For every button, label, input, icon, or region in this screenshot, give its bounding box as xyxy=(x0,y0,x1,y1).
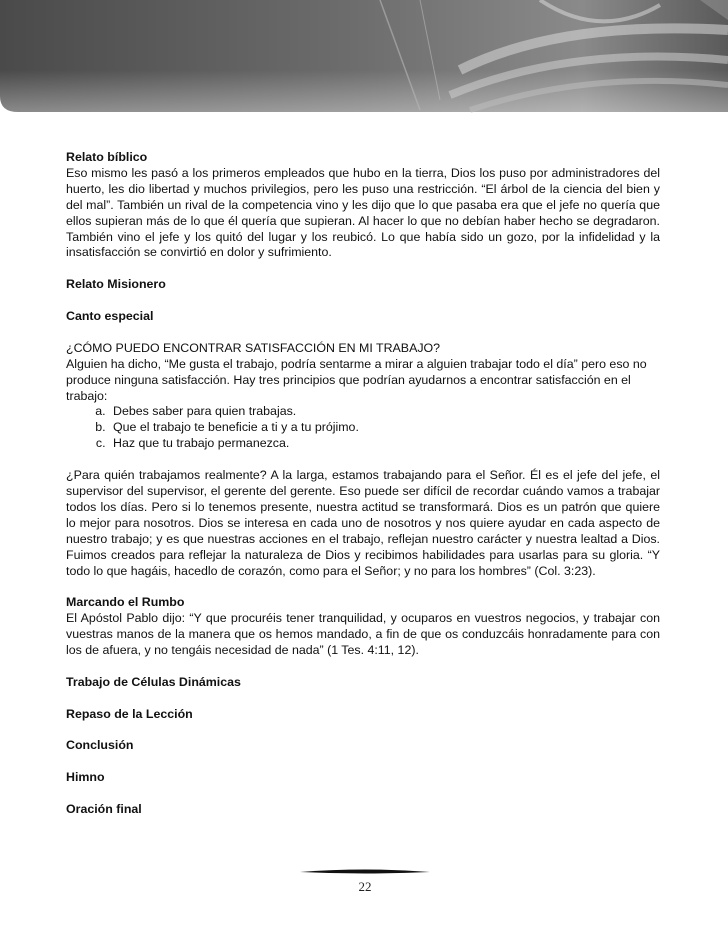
list-item: c. Haz que tu trabajo permanezca. xyxy=(109,436,660,452)
page-footer xyxy=(0,866,728,906)
heading-satisfaccion: ¿CÓMO PUEDO ENCONTRAR SATISFACCIÓN EN MI TRABAJO? xyxy=(66,340,441,355)
list-item: b. Que el trabajo te beneficie a ti y a tu prójimo. xyxy=(109,420,660,436)
page-number: 22 xyxy=(358,879,372,894)
heading-oracion-final: Oración final xyxy=(66,802,142,816)
paragraph-satisfaccion-intro: Alguien ha dicho, “Me gusta el trabajo, podría sentarme a mirar a alguien trabajar todo el día” pero eso no produce ninguna satisfacción. Hay tres principios que podrían ayudarnos a encontrar satisfacción en el trabajo: xyxy=(66,356,647,403)
heading-himno: Himno xyxy=(66,770,105,785)
heading-relato-biblico: Relato bíblico xyxy=(66,150,148,164)
heading-relato-misionero: Relato Misionero xyxy=(66,277,166,292)
list-item: a. Debes saber para quien trabajas. xyxy=(109,404,660,420)
paragraph-satisfaccion-body: ¿Para quién trabajamos realmente? A la larga, estamos trabajando para el Señor. Él es el jefe del jefe, el supervisor del supervisor, el gerente del gerente. Eso puede ser difícil de recordar cuándo vamos a trabajar todos los días. Pero si lo tenemos presente, nuestra actitud se transformará. Dios es un patrón que quiere lo mejor para nosotros. Dios se interesa en cada uno de nosotros y nos quiere ayudar en cada aspecto de nuestro trabajo; y es que nuestras acciones en el trabajo, reflejan nuestro carácter y nuestra lealtad a Dios. Fuimos creados para reflejar la naturaleza de Dios y recibimos habilidades para usarlas para su gloria. “Y todo lo que hagáis, hacedlo de corazón, como para el Señor; y no para los hombres” (Col. 3:23). xyxy=(66,468,660,578)
heading-conclusion: Conclusión xyxy=(66,738,134,753)
heading-marcando-rumbo: Marcando el Rumbo xyxy=(66,595,185,610)
heading-trabajo-celulas: Trabajo de Células Dinámicas xyxy=(66,674,241,689)
paragraph-relato-biblico: Eso mismo les pasó a los primeros empleados que hubo en la tierra, Dios los puso por administradores del huerto, les dio libertad y muchos privilegios, pero les puso una restricción. “El árbol de la ciencia del bien y del mal”. También un rival de la competencia vino y les dijo que lo que pasaba era que el jefe no quería que ellos supieran más de lo que él quería que supieran. Al hacer lo que no debían haber hecho se degradaron. También vino el jefe y los quitó del lugar y los reubicó. Lo que había sido un gozo, por la infidelidad y la insatisfacción se convirtió en dolor y sufrimiento. xyxy=(66,165,660,260)
heading-canto-especial: Canto especial xyxy=(66,309,154,324)
page-header-graphic xyxy=(0,0,728,118)
heading-repaso: Repaso de la Lección xyxy=(66,706,193,721)
footer-rule xyxy=(300,868,430,876)
document-body xyxy=(66,150,660,818)
principles-list xyxy=(66,404,660,452)
paragraph-marcando-rumbo: El Apóstol Pablo dijo: “Y que procuréis tener tranquilidad, y ocuparos en vuestros negocios, y trabajar con vuestras manos de la manera que os hemos mandado, a fin de que os conduzcáis honradamente para con los de afuera, y no tengáis necesidad de nada” (1 Tes. 4:11, 12). xyxy=(66,611,660,658)
